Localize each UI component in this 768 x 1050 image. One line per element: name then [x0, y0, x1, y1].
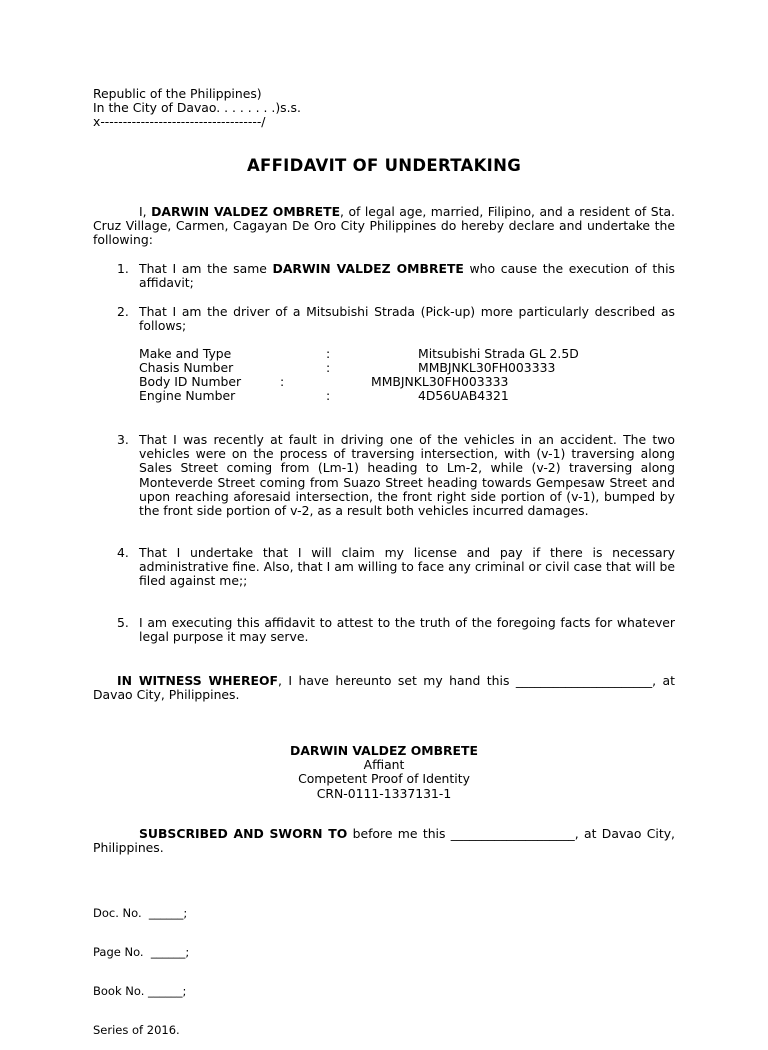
- identity-proof-label: Competent Proof of Identity: [298, 771, 470, 787]
- list-item: [93, 262, 675, 290]
- list-item-number: 4.: [117, 545, 129, 560]
- subscribed-text: before me this ____________________, at Davao City, Philippines.: [93, 826, 675, 856]
- vehicle-sep-make: :: [326, 346, 331, 361]
- notary-series: Series of 2016.: [93, 1023, 180, 1037]
- list-item-number: 1.: [117, 261, 129, 276]
- list-item-number: 5.: [117, 615, 129, 630]
- vehicle-sep-body-id: :: [280, 374, 285, 389]
- witness-text: , I have hereunto set my hand this ______________________, at Davao City, Philippines.: [93, 673, 676, 703]
- notary-book-no: Book No. ______;: [93, 984, 187, 998]
- list-item-text: That I am the driver of a Mitsubishi Strada (Pick-up) more particularly described as follows;: [139, 304, 675, 334]
- list-item-text: [139, 262, 675, 290]
- list-item: [93, 616, 675, 644]
- affiant-role: Affiant: [363, 757, 405, 773]
- vehicle-label-body-id: Body ID Number: [139, 374, 242, 389]
- vehicle-label-chasis: Chasis Number: [139, 360, 234, 375]
- signature-block: [234, 744, 534, 801]
- vehicle-value-make: Mitsubishi Strada GL 2.5D: [418, 346, 579, 361]
- vehicle-sep-chasis: :: [326, 360, 331, 375]
- list-item-text: I am executing this affidavit to attest to the truth of the foregoing facts for whatever legal purpose it may serve.: [139, 615, 675, 645]
- notary-block: [93, 881, 189, 1050]
- subscribed-heading: SUBSCRIBED AND SWORN TO: [139, 826, 348, 841]
- subscribed-paragraph: [93, 827, 675, 855]
- notary-doc-no: Doc. No. ______;: [93, 906, 188, 920]
- list-item-prefix: That I am the same: [139, 261, 273, 276]
- intro-text: , of legal age, married, Filipino, and a resident of Sta. Cruz Village, Carmen, Cagayan De Oro City Philippines do hereby declare and undertake the following:: [93, 204, 675, 248]
- vehicle-value-body-id: MMBJNKL30FH003333: [371, 374, 509, 389]
- vehicle-label-make: Make and Type: [139, 346, 232, 361]
- crn-number: CRN-0111-1337131-1: [316, 785, 452, 801]
- vehicle-sep-engine: :: [326, 388, 331, 403]
- vehicle-label-engine: Engine Number: [139, 388, 236, 403]
- list-item-text: That I undertake that I will claim my license and pay if there is necessary administrative fine. Also, that I am willing to face any criminal or civil case that will be filed against me;;: [139, 545, 675, 589]
- intro-paragraph: [93, 205, 675, 248]
- vehicle-value-chasis: MMBJNKL30FH003333: [418, 360, 556, 375]
- notary-page-no: Page No. ______;: [93, 945, 190, 959]
- affiant-signature-name: DARWIN VALDEZ OMBRETE: [290, 743, 478, 758]
- list-item: [93, 433, 675, 518]
- list-item-text: That I was recently at fault in driving one of the vehicles in an accident. The two vehicles were on the process of traversing intersection, with (v-1) traversing along Sales Street coming from (Lm-1) heading to Lm-2, while (v-2) traversing along Monteverde Street coming from Suazo Street heading towards Gempesaw Street and upon reaching aforesaid intersection, the front right side portion of (v-1), bumped by the front side portion of v-2, as a result both vehicles incurred damages.: [139, 432, 675, 519]
- witness-paragraph: [93, 674, 675, 702]
- affiant-name-intro: DARWIN VALDEZ OMBRETE: [151, 204, 341, 219]
- document-title: AFFIDAVIT OF UNDERTAKING: [246, 156, 522, 175]
- header-venue-rule: x------------------------------------/: [93, 114, 266, 129]
- list-item: [93, 305, 675, 333]
- header-venue-republic: Republic of the Philippines): [93, 86, 262, 101]
- list-item: [93, 546, 675, 589]
- list-item-rest: who cause the execution of this affidavit;: [139, 261, 675, 291]
- intro-prefix: I,: [139, 204, 152, 219]
- header-venue-city: In the City of Davao. . . . . . . .)s.s.: [93, 100, 301, 115]
- vehicle-value-engine: 4D56UAB4321: [418, 388, 509, 403]
- list-item-number: 2.: [117, 304, 129, 319]
- affiant-name-item: DARWIN VALDEZ OMBRETE: [272, 261, 464, 276]
- witness-heading: IN WITNESS WHEREOF: [117, 673, 279, 688]
- list-item-number: 3.: [117, 432, 129, 447]
